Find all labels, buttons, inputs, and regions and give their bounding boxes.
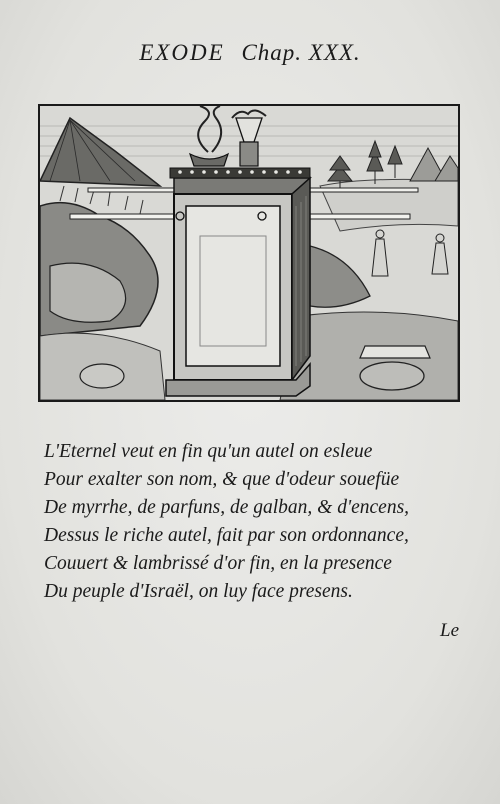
verse-line: Du peuple d'Israël, on luy face presens.: [44, 581, 353, 602]
running-header: [0, 40, 500, 66]
book-title: EXODE: [139, 40, 225, 65]
woodcut-illustration: [38, 104, 460, 402]
chapter-label: Chap. XXX.: [241, 40, 361, 65]
verse-text: [44, 438, 464, 606]
verse-line: Dessus le riche autel, fait par son ordonnance,: [44, 525, 409, 546]
verse-line: L'Eternel veut en fin qu'un autel on esleue: [44, 441, 373, 462]
verse-line: De myrrhe, de parfuns, de galban, & d'encens,: [44, 497, 410, 518]
altar-woodcut-image: [40, 106, 458, 400]
verse-line: Pour exalter son nom, & que d'odeur souefüe: [44, 469, 400, 490]
verse-line: Couuert & lambrissé d'or fin, en la presence: [44, 553, 392, 574]
catchword: Le: [440, 620, 459, 641]
